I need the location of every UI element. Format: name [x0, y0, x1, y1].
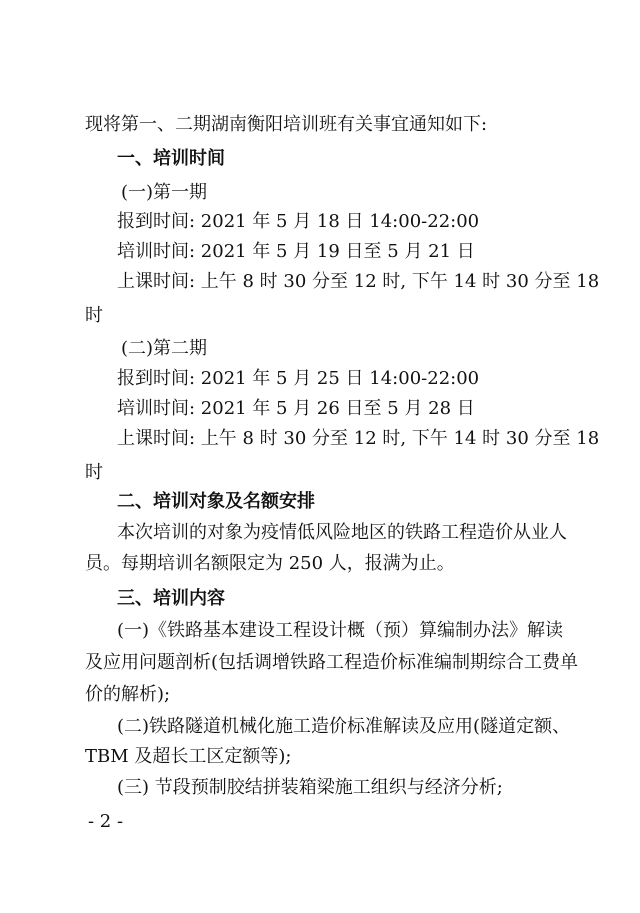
- period1-training-time: 培训时间: 2021 年 5 月 19 日至 5 月 21 日: [117, 241, 475, 262]
- period2-class-time-cont: 时: [85, 462, 103, 483]
- period2-class-time: 上课时间: 上午 8 时 30 分至 12 时, 下午 14 时 30 分至 18: [117, 428, 600, 449]
- period1-class-time-cont: 时: [85, 305, 103, 326]
- period1-report-time: 报到时间: 2021 年 5 月 18 日 14:00-22:00: [117, 211, 480, 232]
- section-heading-trainees: 二、培训对象及名额安排: [117, 491, 315, 512]
- content-item1-line3: 价的解析);: [85, 684, 171, 705]
- trainees-paragraph-line2: 员。每期培训名额限定为 250 人，报满为止。: [85, 553, 455, 574]
- period2-title: (二)第二期: [121, 338, 208, 359]
- period1-title: (一)第一期: [121, 182, 208, 203]
- page-number: - 2 -: [88, 811, 124, 832]
- content-item2-line2: TBM 及超长工区定额等);: [85, 746, 292, 767]
- period2-training-time: 培训时间: 2021 年 5 月 26 日至 5 月 28 日: [117, 398, 475, 419]
- content-item1-line1: (一)《铁路基本建设工程设计概（预）算编制办法》解读: [117, 620, 564, 641]
- section-heading-training-time: 一、培训时间: [117, 148, 225, 169]
- content-item2-line1: (二)铁路隧道机械化施工造价标准解读及应用(隧道定额、: [117, 716, 571, 737]
- intro-paragraph: 现将第一、二期湖南衡阳培训班有关事宜通知如下:: [85, 114, 488, 135]
- content-item1-line2: 及应用问题剖析(包括调增铁路工程造价标准编制期综合工费单: [85, 652, 579, 673]
- period1-class-time: 上课时间: 上午 8 时 30 分至 12 时, 下午 14 时 30 分至 18: [117, 271, 600, 292]
- trainees-paragraph-line1: 本次培训的对象为疫情低风险地区的铁路工程造价从业人: [117, 522, 567, 543]
- section-heading-content: 三、培训内容: [117, 588, 225, 609]
- content-item3: (三) 节段预制胶结拼装箱梁施工组织与经济分析;: [117, 777, 503, 798]
- period2-report-time: 报到时间: 2021 年 5 月 25 日 14:00-22:00: [117, 368, 480, 389]
